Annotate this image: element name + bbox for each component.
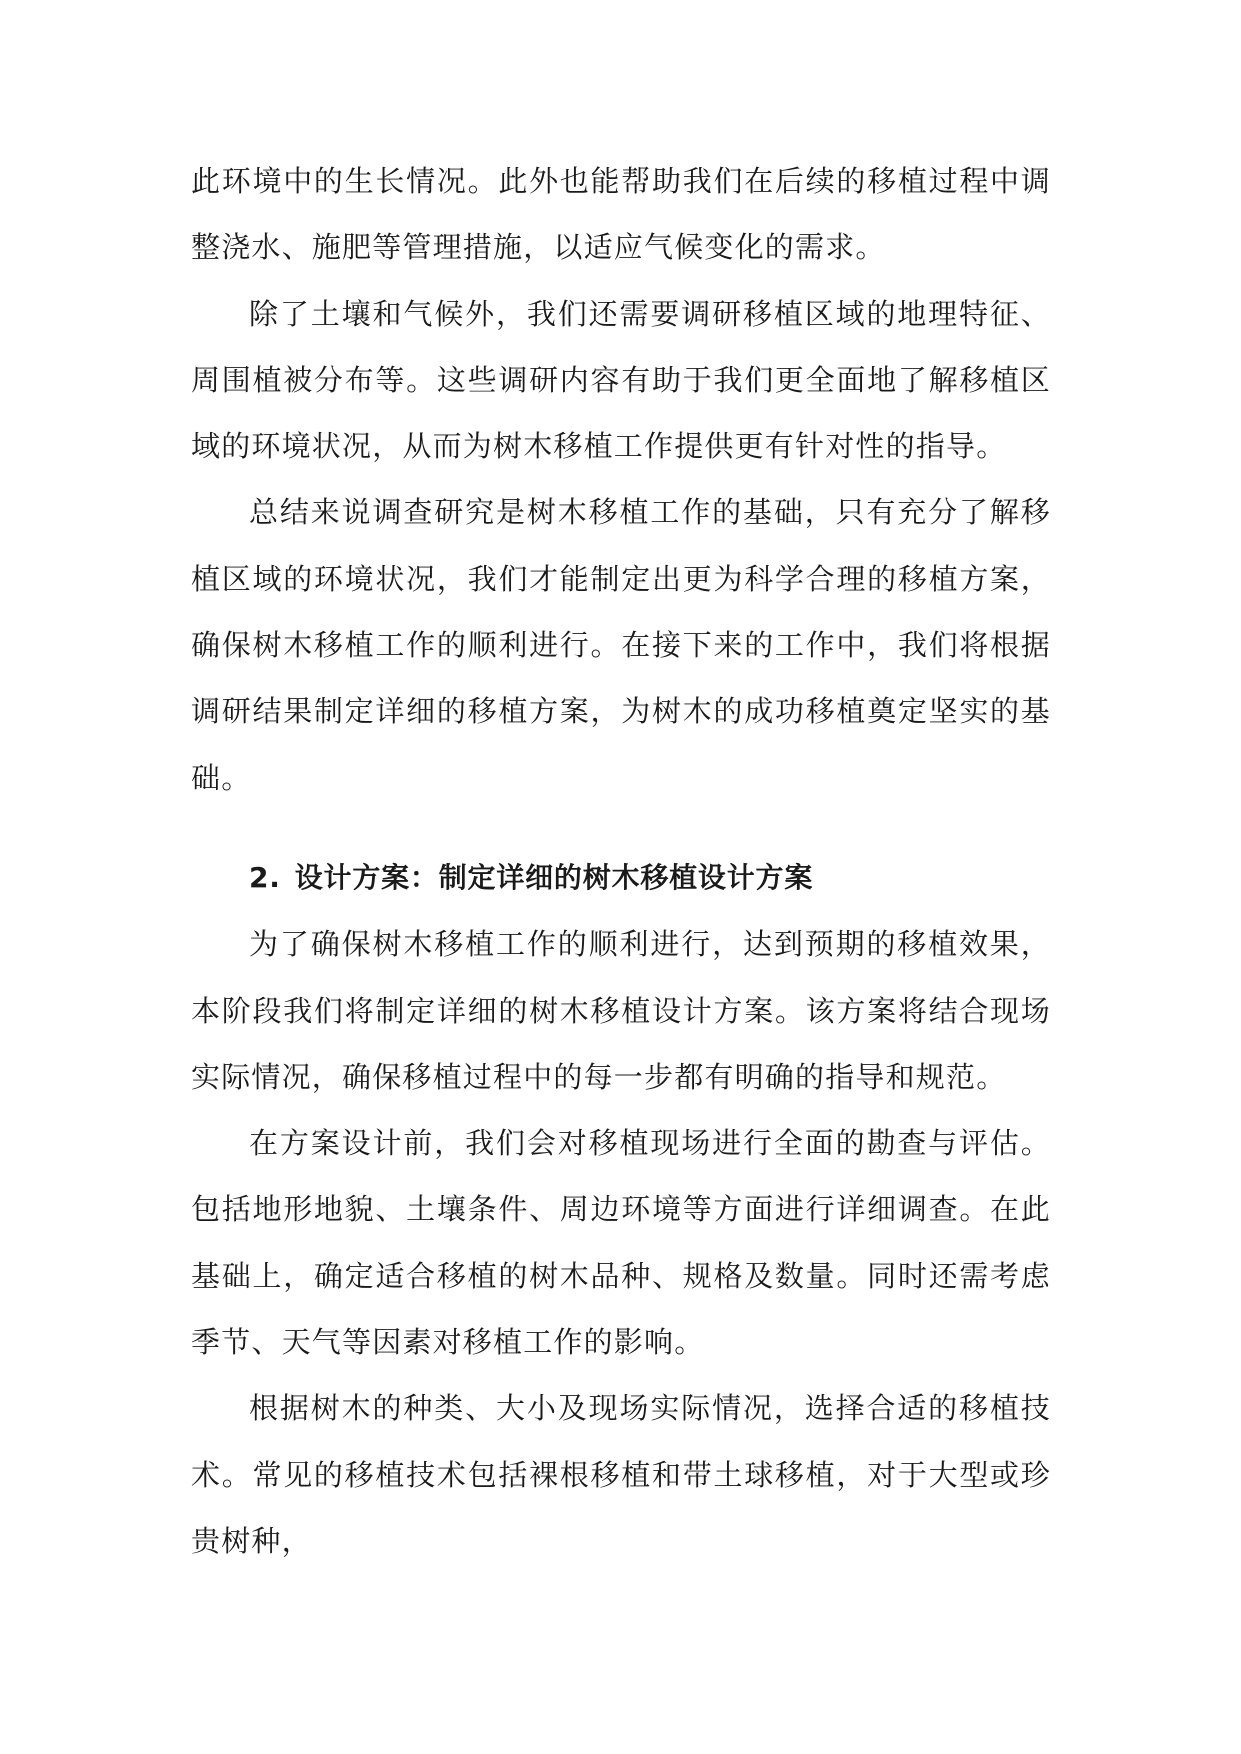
paragraph-survey-scope: 除了土壤和气候外，我们还需要调研移植区域的地理特征、周围植被分布等。这些调研内容有助于我们更全面地了解移植区域的环境状况，从而为树木移植工作提供更有针对性的指导。	[191, 296, 1051, 464]
paragraph-continuation: 此环境中的生长情况。此外也能帮助我们在后续的移植过程中调整浇水、施肥等管理措施，以适应气候变化的需求。	[191, 164, 1051, 265]
section-number: 2.	[249, 860, 281, 894]
paragraph-survey-summary: 总结来说调查研究是树木移植工作的基础，只有充分了解移植区域的环境状况，我们才能制定出更为科学合理的移植方案，确保树木移植工作的顺利进行。在接下来的工作中，我们将根据调研结果制定详细的移植方案，为树木的成功移植奠定坚实的基础。	[191, 495, 1051, 795]
paragraph-site-assessment: 在方案设计前，我们会对移植现场进行全面的勘查与评估。包括地形地貌、土壤条件、周边环境等方面进行详细调查。在此基础上，确定适合移植的树木品种、规格及数量。同时还需考虑季节、天气等因素对移植工作的影响。	[191, 1126, 1051, 1360]
document-body	[191, 148, 1051, 1574]
section-heading	[191, 845, 1051, 911]
paragraph-design-intro: 为了确保树木移植工作的顺利进行，达到预期的移植效果，本阶段我们将制定详细的树木移植设计方案。该方案将结合现场实际情况，确保移植过程中的每一步都有明确的指导和规范。	[191, 927, 1051, 1094]
paragraph-transplant-technique: 根据树木的种类、大小及现场实际情况，选择合适的移植技术。常见的移植技术包括裸根移植和带土球移植，对于大型或珍贵树种，	[191, 1391, 1051, 1558]
section-title: 设计方案：制定详细的树木移植设计方案	[294, 860, 814, 894]
